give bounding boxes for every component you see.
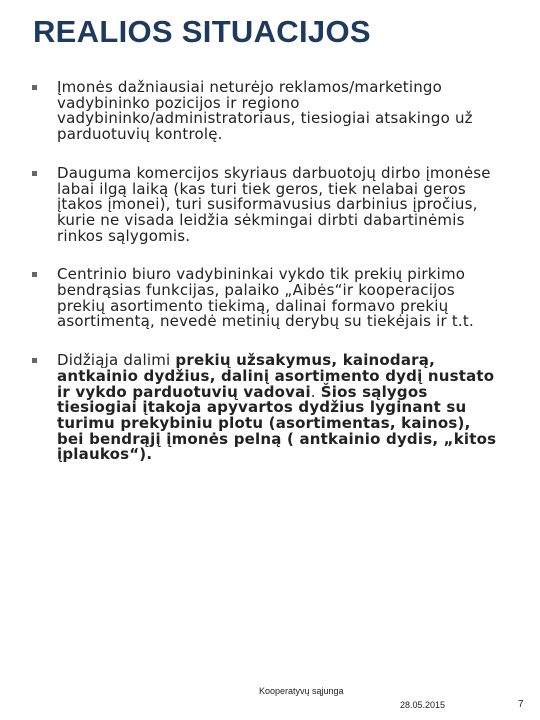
- bullet-item: [32, 353, 502, 463]
- square-bullet-icon: [32, 358, 37, 363]
- bullet-text-plain: Didžiąja dalimi: [57, 351, 176, 370]
- footer-organization: Kooperatyvų sąjunga: [259, 686, 344, 696]
- bullet-text: Įmonės dažniausiai neturėjo reklamos/marketingo vadybininko pozicijos ir regiono vadybininko/administratoriaus, tiesiogiai atsakingo už parduotuvių kontrolę.: [57, 78, 473, 144]
- slide-title: REALIOS SITUACIJOS: [33, 14, 371, 49]
- bullet-item: [32, 267, 502, 330]
- square-bullet-icon: [32, 85, 37, 90]
- bullet-item: [32, 163, 502, 245]
- bullet-list: [32, 80, 502, 486]
- page-number: 7: [518, 699, 524, 710]
- bullet-text: Dauguma komercijos skyriaus darbuotojų dirbo įmonėse labai ilgą laiką (kas turi tiek geros, tiek nelabai geros įtakos įmonei), turi susiformavusius darbinius įpročius, kurie ne visada leidžia sėkmingai dirbti dabartinėmis rinkos sąlygomis.: [57, 163, 491, 245]
- bullet-text: Centrinio biuro vadybininkai vykdo tik prekių pirkimo bendrąsias funkcijas, palaiko „Aibės“ir kooperacijos prekių asortimento tiekimą, dalinai formavo prekių asortimentą, nevedė metinių derybų su tiekėjais ir t.t.: [57, 265, 474, 331]
- bullet-text-plain: .: [310, 382, 321, 401]
- bullet-text-bold: prekių užsakymus, kainodarą, antkainio dydžius, dalinį asortimento dydį nustato ir vykdo parduotuvių vadovai: [57, 351, 495, 401]
- square-bullet-icon: [32, 171, 37, 176]
- footer-date: 28.05.2015: [400, 700, 446, 710]
- bullet-text-bold: Šios sąlygos tiesiogiai įtakoja apyvartos dydžius lyginant su turimu prekybiniu plotu (asortimentas, kainos), bei bendrąjį įmonės pelną ( antkainio dydis, „kitos įplaukos“).: [57, 382, 497, 464]
- square-bullet-icon: [32, 272, 37, 277]
- bullet-item: [32, 80, 502, 143]
